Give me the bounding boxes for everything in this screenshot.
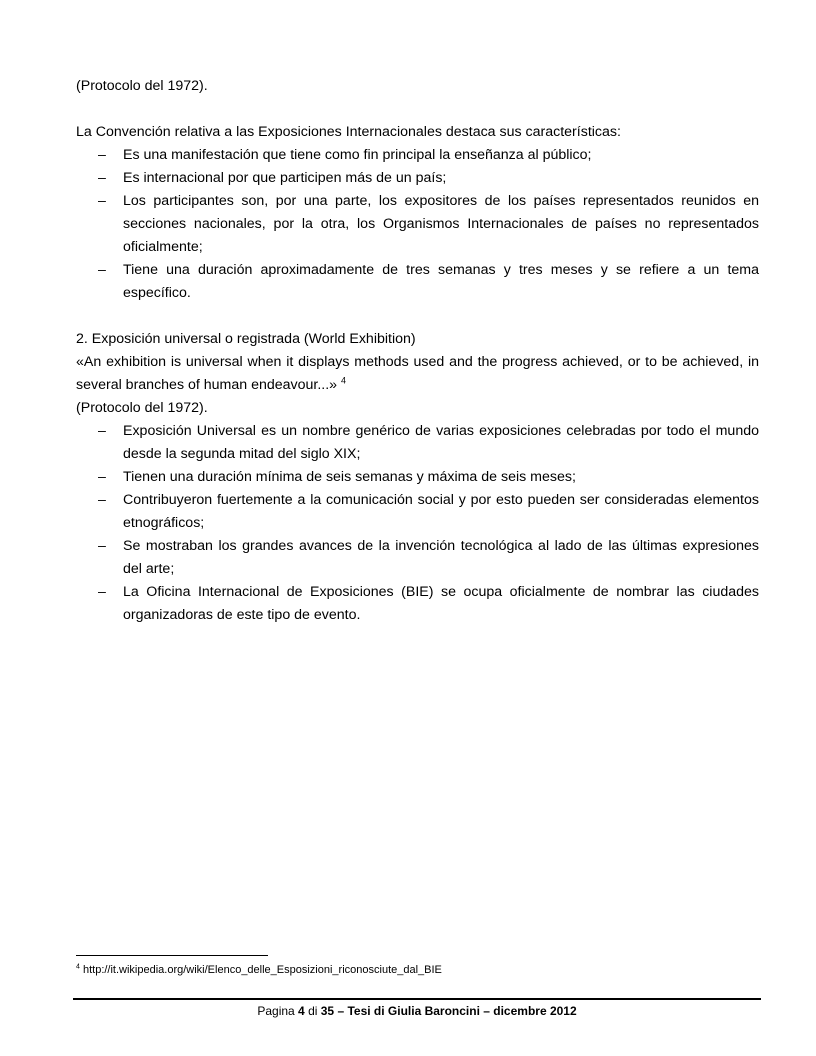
dash-bullet: –: [98, 584, 106, 600]
list-item: – Contribuyeron fuertemente a la comunicación social y por esto pueden ser consideradas elementos etnográficos;: [76, 489, 759, 535]
protocol-note-1: (Protocolo del 1972).: [76, 78, 208, 94]
dash-bullet: –: [98, 538, 106, 554]
characteristics-list: [76, 144, 759, 305]
dash-bullet: –: [98, 469, 106, 485]
dash-bullet: –: [98, 423, 106, 439]
list-item: – Se mostraban los grandes avances de la invención tecnológica al lado de las últimas expresiones del arte;: [76, 535, 759, 581]
list-item: – Es internacional por que participen más de un país;: [76, 167, 759, 190]
dash-bullet: –: [98, 492, 106, 508]
dash-bullet: –: [98, 193, 106, 209]
universal-exhibition-list: [76, 420, 759, 627]
universal-quote: «An exhibition is universal when it displays methods used and the progress achieved, or to be achieved, in several branches of human endeavour...» $^4$: [76, 354, 759, 393]
list-item: – La Oficina Internacional de Exposiciones (BIE) se ocupa oficialmente de nombrar las ciudades organizadoras de este tipo de evento.: [76, 581, 759, 627]
page-body: [76, 75, 759, 627]
footnote-number: 4: [76, 963, 80, 971]
protocol-note-2: (Protocolo del 1972).: [76, 400, 208, 416]
paragraph-gap: [76, 98, 759, 121]
dash-bullet: –: [98, 170, 106, 186]
footnote-link[interactable]: http://it.wikipedia.org/wiki/Elenco_delle_Esposizioni_riconosciute_dal_BIE: [82, 964, 442, 976]
dash-bullet: –: [98, 262, 106, 278]
page-total: 35: [320, 1004, 335, 1018]
section-heading: 2. Exposición universal o registrada (World Exhibition): [76, 331, 416, 347]
list-item: – Los participantes son, por una parte, los expositores de los países representados reunidos en secciones nacionales, por la otra, los Organismos Internacionales de países no representados oficialmente;: [76, 190, 759, 259]
page-footer: Pagina 4 di 35 – Tesi di Giulia Baroncini – dicembre 2012: [257, 1004, 577, 1018]
footnote-reference[interactable]: 4: [341, 375, 347, 386]
list-item: – Es una manifestación que tiene como fin principal la enseñanza al público;: [76, 144, 759, 167]
footnote-separator: [76, 955, 268, 956]
paragraph-gap: [76, 305, 759, 328]
footer-separator: [73, 998, 761, 1000]
footnote: [76, 962, 442, 978]
page-number: 4: [298, 1004, 305, 1018]
list-item: – Tienen una duración mínima de seis semanas y máxima de seis meses;: [76, 466, 759, 489]
list-item: – Exposición Universal es un nombre genérico de varias exposiciones celebradas por todo el mundo desde la segunda mitad del siglo XIX;: [76, 420, 759, 466]
footer-title: – Tesi di Giulia Baroncini – dicembre 2012: [334, 1004, 577, 1018]
convention-intro: La Convención relativa a las Exposiciones Internacionales destaca sus características:: [76, 124, 621, 140]
list-item: – Tiene una duración aproximadamente de tres semanas y tres meses y se refiere a un tema específico.: [76, 259, 759, 305]
dash-bullet: –: [98, 147, 106, 163]
